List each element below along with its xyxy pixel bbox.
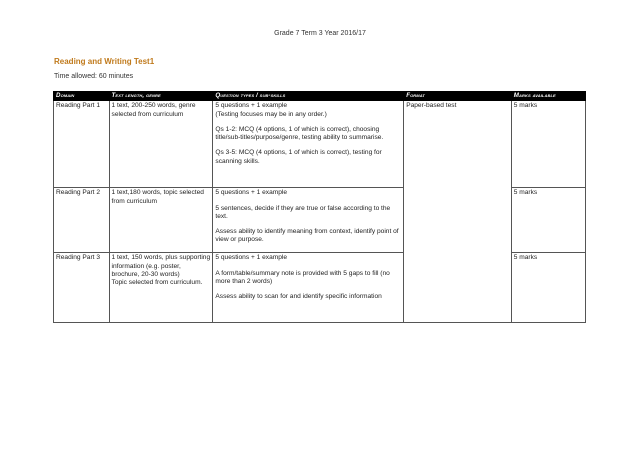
question-detail: 5 questions + 1 example (Testing focuses may be in any order.) <box>215 102 327 118</box>
question-detail: 5 sentences, decide if they are true or false according to the text. <box>215 204 391 220</box>
time-allowed: Time allowed: 60 minutes <box>54 73 134 80</box>
column-header-format: Format <box>404 92 512 101</box>
text-length-cell: 1 text, 150 words, plus supporting information (e.g. poster, brochure, 20-30 words) Topic selected from curriculum. <box>109 253 213 323</box>
text-length-cell: 1 text, 200-250 words, genre selected from curriculum <box>109 101 213 188</box>
domain-cell: Reading Part 1 <box>54 101 110 188</box>
document-header: Grade 7 Term 3 Year 2016/17 <box>274 30 366 37</box>
column-header-domain: Domain <box>54 92 110 101</box>
question-types-cell <box>213 101 404 188</box>
question-detail: A form/table/summary note is provided with 5 gaps to fill (no more than 2 words) <box>215 269 390 285</box>
column-header-question-types: Question types / sub-skills <box>213 92 404 101</box>
question-detail: Assess ability to scan for and identify specific information <box>215 293 382 301</box>
format-cell: Paper-based test <box>404 101 512 323</box>
question-detail: Qs 1-2: MCQ (4 options, 1 of which is correct), choosing title/sub-titles/purpose/genre, testing ability to summarise. <box>215 125 384 142</box>
question-types-cell <box>213 188 404 253</box>
column-header-marks: Marks available <box>511 92 585 101</box>
question-detail: 5 questions + 1 example <box>215 254 288 262</box>
test-specification-table <box>53 91 586 323</box>
marks-cell: 5 marks <box>511 253 585 323</box>
question-detail: Assess ability to identify meaning from context, identify point of view or purpose. <box>215 228 399 244</box>
question-types-cell <box>213 253 404 323</box>
table-header-row <box>54 92 586 101</box>
question-detail: 5 questions + 1 example <box>215 189 288 197</box>
table-row <box>54 101 586 188</box>
question-detail: Qs 3-5: MCQ (4 options, 1 of which is correct), testing for scanning skills. <box>215 149 382 165</box>
marks-cell: 5 marks <box>511 188 585 253</box>
text-length-cell: 1 text,180 words, topic selected from curriculum <box>109 188 213 253</box>
domain-cell: Reading Part 3 <box>54 253 110 323</box>
test-title: Reading and Writing Test1 <box>54 57 155 66</box>
domain-cell: Reading Part 2 <box>54 188 110 253</box>
marks-cell: 5 marks <box>511 101 585 188</box>
column-header-text-length: Text length, genre <box>109 92 213 101</box>
